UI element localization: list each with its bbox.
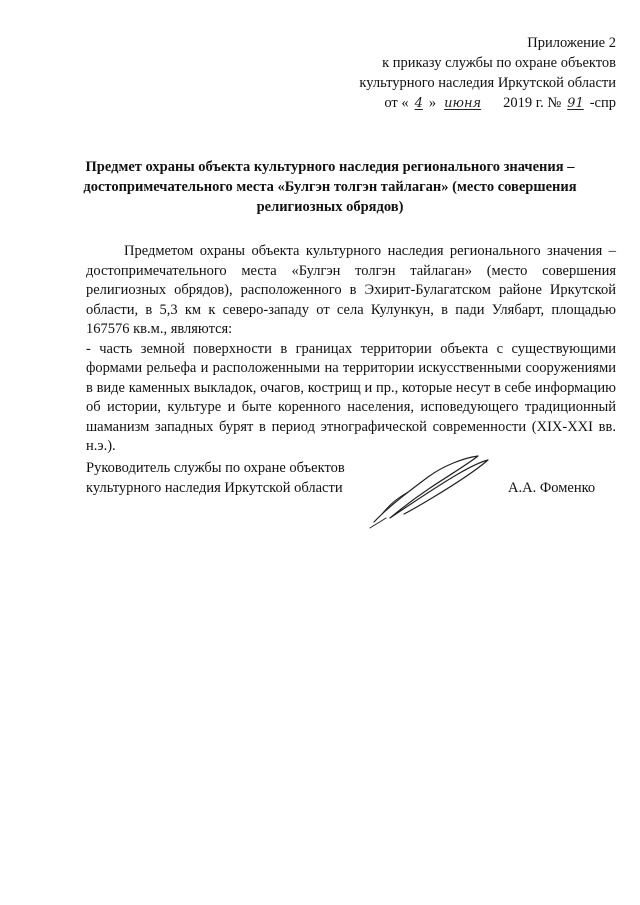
appendix-header bbox=[286, 33, 616, 114]
signatory-name: А.А. Фоменко bbox=[508, 480, 596, 496]
signatory-position bbox=[86, 458, 345, 498]
date-day-close: » bbox=[428, 95, 437, 111]
date-prefix: от « bbox=[384, 95, 409, 111]
order-suffix: -спр bbox=[589, 95, 616, 111]
appendix-authority-line: культурного наследия Иркутской области bbox=[359, 75, 616, 91]
document-body bbox=[86, 242, 616, 457]
handwritten-signature bbox=[368, 452, 498, 532]
appendix-title: Приложение 2 bbox=[527, 35, 616, 51]
handwritten-month: июня bbox=[444, 96, 482, 111]
document-title: Предмет охраны объекта культурного наследия регионального значения – достопримечательного места «Булгэн толгэн тайлаган» (место совершения религиозных обрядов) bbox=[83, 159, 577, 215]
body-paragraph-1: Предметом охраны объекта культурного наследия регионального значения – достопримечательного места «Булгэн толгэн тайлаган» (место совершения религиозных обрядов), расположенного в Эхирит-Булагатском районе Иркутской области, в 5,3 км к северо-западу от села Кулункун, в пади Улябарт, площадью 167576 кв.м., являются: bbox=[86, 243, 616, 337]
appendix-order-line: к приказу службы по охране объектов bbox=[382, 55, 616, 71]
date-year-number: 2019 г. № bbox=[503, 95, 562, 111]
handwritten-day: 4 bbox=[414, 96, 423, 111]
handwritten-order-number: 91 bbox=[567, 96, 584, 111]
appendix-date-line bbox=[286, 93, 616, 114]
body-paragraph-2: - часть земной поверхности в границах территории объекта с существующими формами рельефа и расположенными на территории искусственными сооружениями в виде каменных выкладок, очагов, кострищ и пр., которые несут в себе информацию об истории, культуре и быте коренного населения, исповедующего традиционный шаманизм западных бурят в период этнографической современности (XIX-XXI вв. н.э.). bbox=[86, 340, 616, 454]
signatory-position-line-1: Руководитель службы по охране объектов bbox=[86, 460, 345, 476]
signatory-position-line-2: культурного наследия Иркутской области bbox=[86, 480, 343, 496]
